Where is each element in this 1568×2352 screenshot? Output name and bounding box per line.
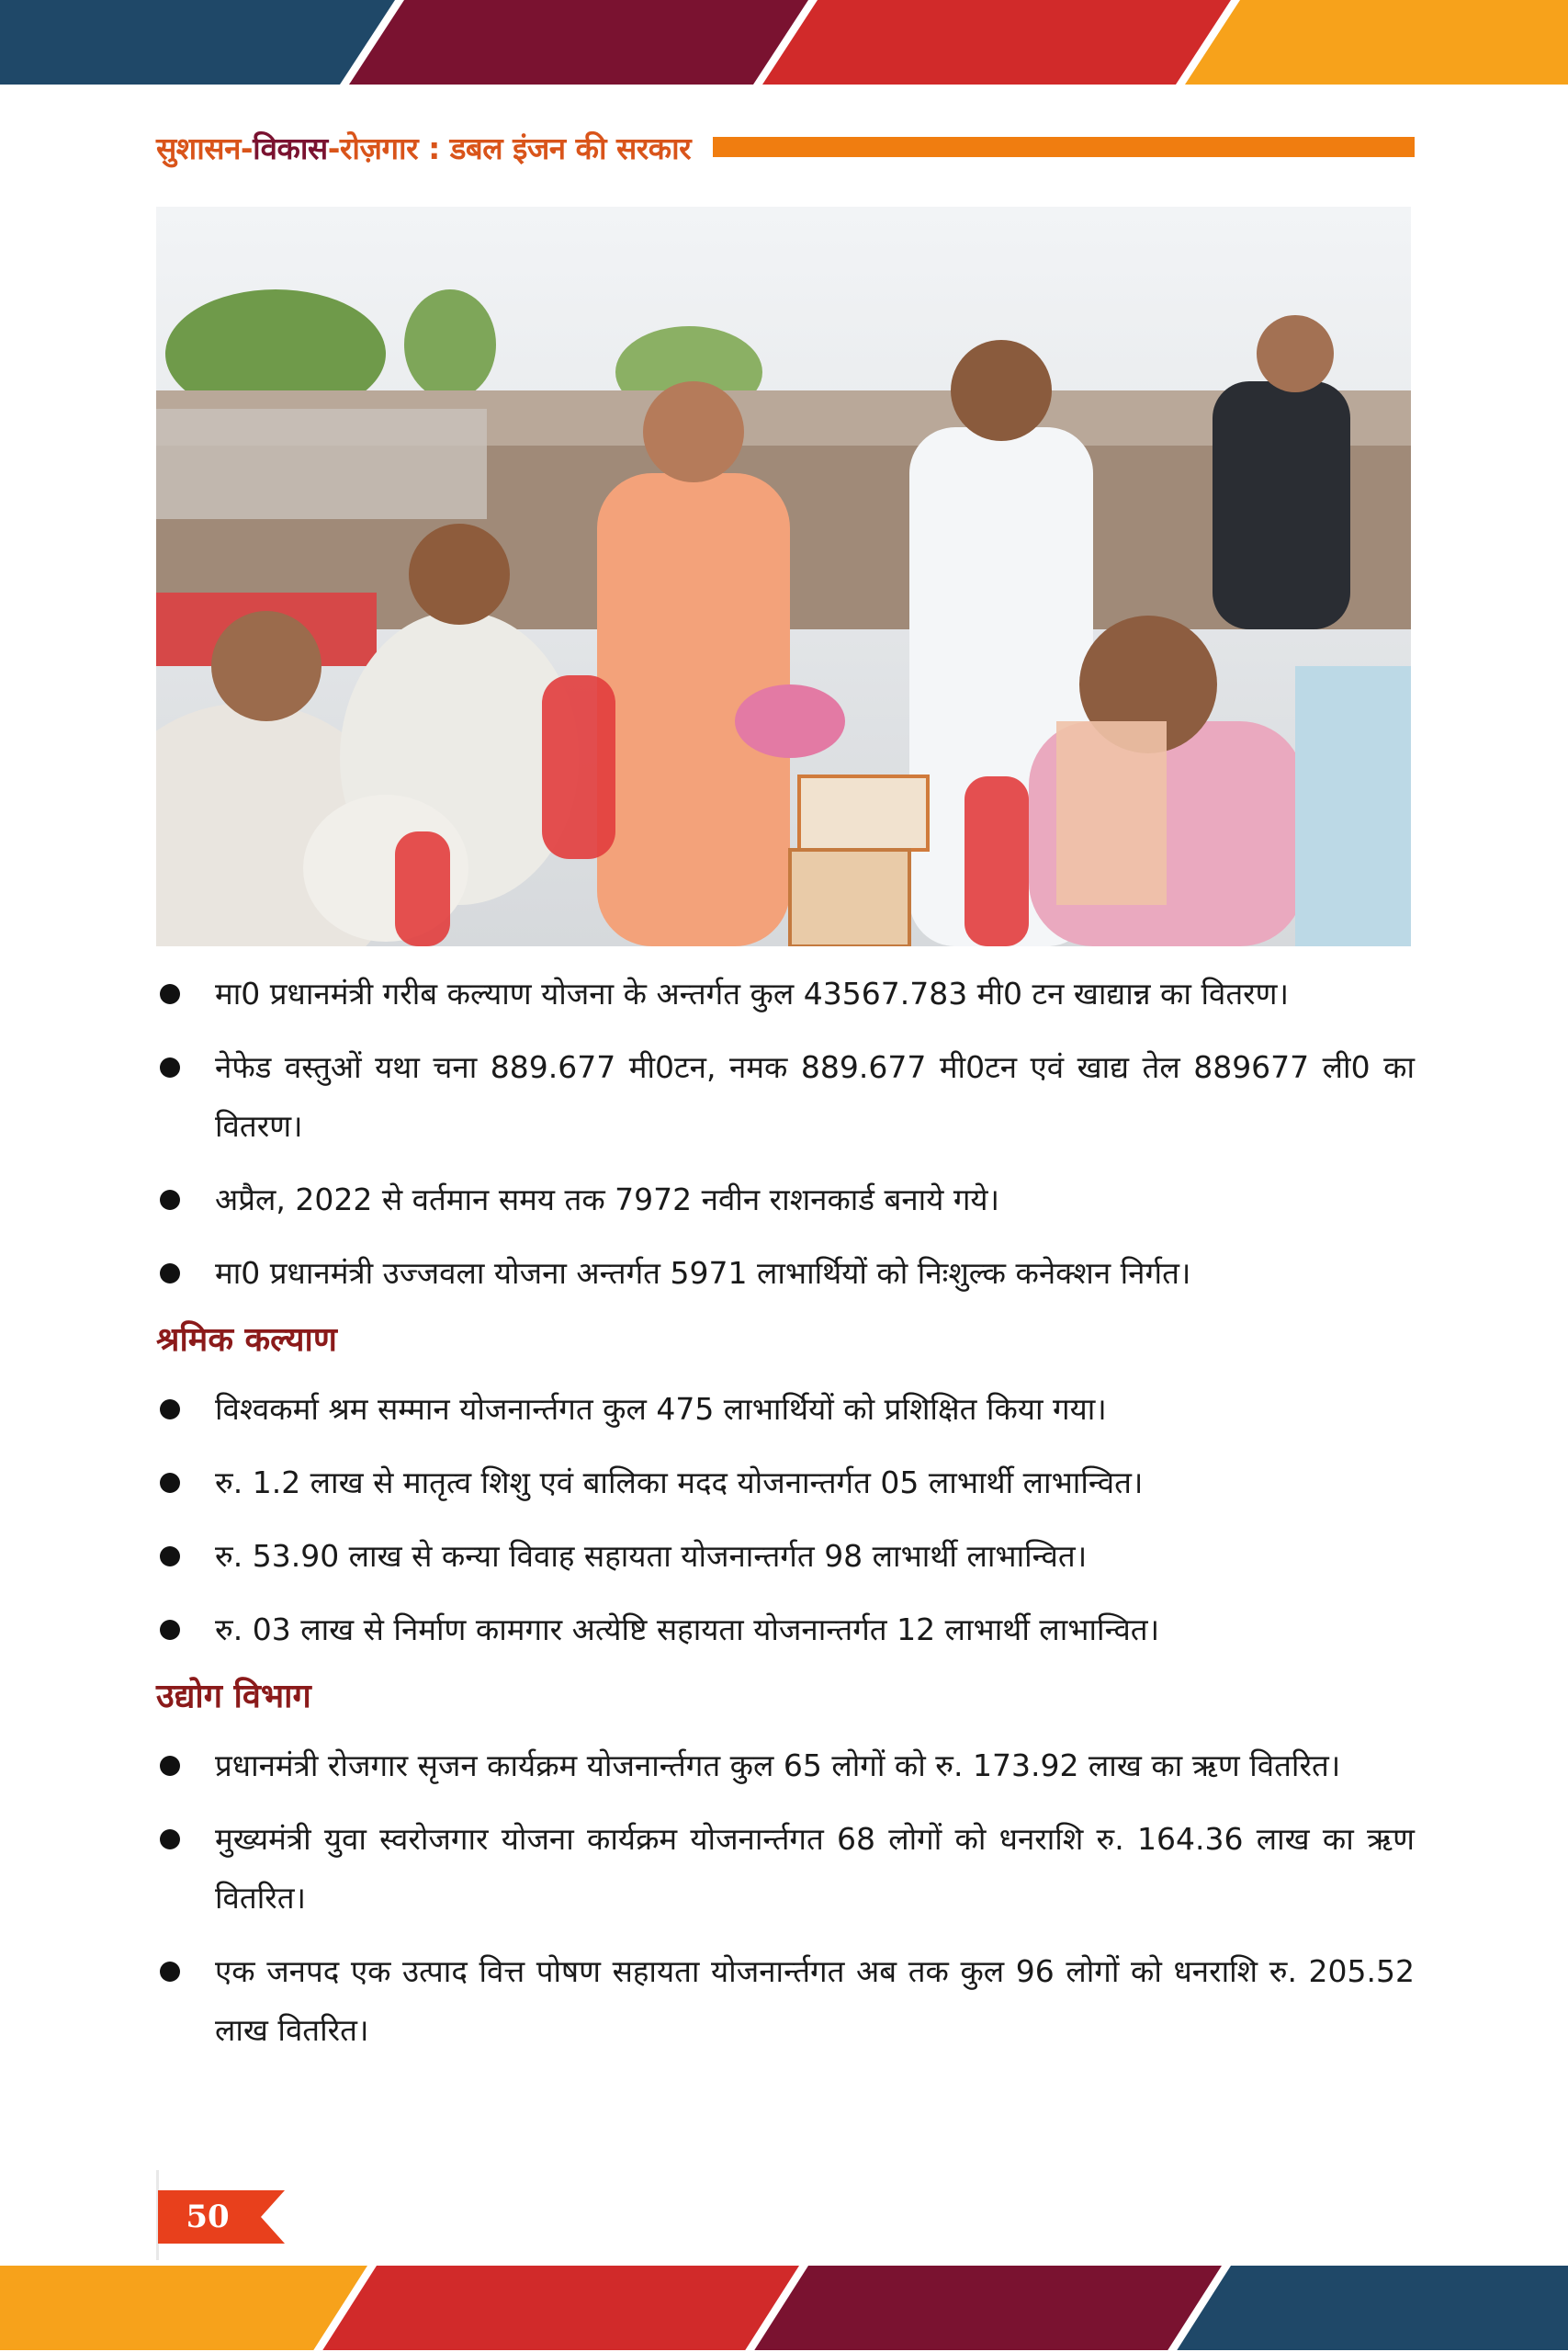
bullet-icon (160, 1829, 180, 1849)
list-item (156, 1736, 1415, 1795)
page-number-tab (158, 2190, 287, 2244)
bullet-icon (160, 984, 180, 1004)
list-item (156, 1942, 1415, 2060)
header-title (156, 127, 691, 168)
list-item-text: रु. 1.2 लाख से मातृत्व शिशु एवं बालिका मदद योजनान्तर्गत 05 लाभार्थी लाभान्वित। (215, 1464, 1144, 1500)
list-item-text: एक जनपद एक उत्पाद वित्त पोषण सहायता योजनार्न्तगत अब तक कुल 96 लोगों को धनराशि रु. 205.52 लाख वितरित। (215, 1953, 1415, 2048)
bullet-icon (160, 1057, 180, 1078)
bottom-color-band (0, 2266, 1568, 2350)
bullet-icon (160, 1399, 180, 1419)
list-item (156, 1453, 1415, 1512)
bullet-icon (160, 1756, 180, 1776)
event-photo (156, 207, 1411, 946)
bullet-icon (160, 1190, 180, 1210)
header-rule (713, 137, 1415, 157)
main-content (156, 965, 1415, 2075)
labour-welfare-heading: श्रमिक कल्याण (156, 1321, 337, 1359)
list-item (156, 1810, 1415, 1928)
industry-department-heading: उद्योग विभाग (156, 1678, 311, 1715)
list-item (156, 1038, 1415, 1156)
list-item (156, 1244, 1415, 1303)
list-item-text: मा0 प्रधानमंत्री उज्जवला योजना अन्तर्गत 5971 लाभार्थियों को निःशुल्क कनेक्शन निर्गत। (215, 1255, 1191, 1291)
list-item (156, 1600, 1415, 1659)
header-title-part3: -रोज़गार : डबल इंजन की सरकार (327, 130, 692, 166)
list-item-text: नेफेड वस्तुओं यथा चना 889.677 मी0टन, नमक 889.677 मी0टन एवं खाद्य तेल 889677 ली0 का वितरण। (215, 1049, 1415, 1144)
header-title-part2: विकास (253, 130, 328, 166)
list-item-text: रु. 03 लाख से निर्माण कामगार अत्येष्टि सहायता योजनान्तर्गत 12 लाभार्थी लाभान्वित। (215, 1611, 1160, 1647)
list-item (156, 965, 1415, 1023)
labour-list (156, 1380, 1415, 1659)
list-item (156, 1527, 1415, 1586)
bullet-icon (160, 1620, 180, 1640)
header-title-part1: सुशासन- (156, 130, 254, 166)
list-item (156, 1380, 1415, 1439)
page-header (156, 127, 1415, 167)
bullet-icon (160, 1263, 180, 1283)
top-color-band (0, 0, 1568, 85)
bullet-icon (160, 1473, 180, 1493)
intro-list (156, 965, 1415, 1303)
list-item-text: मुख्यमंत्री युवा स्वरोजगार योजना कार्यक्रम योजनार्न्तगत 68 लोगों को धनराशि रु. 164.36 लाख का ऋण वितरित। (215, 1821, 1415, 1916)
page-number: 50 (186, 2199, 230, 2235)
list-item-text: मा0 प्रधानमंत्री गरीब कल्याण योजना के अन्तर्गत कुल 43567.783 मी0 टन खाद्यान्न का वितरण। (215, 976, 1290, 1012)
list-item-text: अप्रैल, 2022 से वर्तमान समय तक 7972 नवीन राशनकार्ड बनाये गये। (215, 1182, 1000, 1217)
bullet-icon (160, 1546, 180, 1566)
list-item-text: प्रधानमंत्री रोजगार सृजन कार्यक्रम योजनार्न्तगत कुल 65 लोगों को रु. 173.92 लाख का ऋण वितरित। (215, 1747, 1341, 1783)
industry-list (156, 1736, 1415, 2060)
list-item-text: विश्वकर्मा श्रम सम्मान योजनार्न्तगत कुल 475 लाभार्थियों को प्रशिक्षित किया गया। (215, 1391, 1107, 1427)
bullet-icon (160, 1962, 180, 1982)
list-item-text: रु. 53.90 लाख से कन्या विवाह सहायता योजनान्तर्गत 98 लाभार्थी लाभान्वित। (215, 1538, 1088, 1574)
list-item (156, 1170, 1415, 1229)
